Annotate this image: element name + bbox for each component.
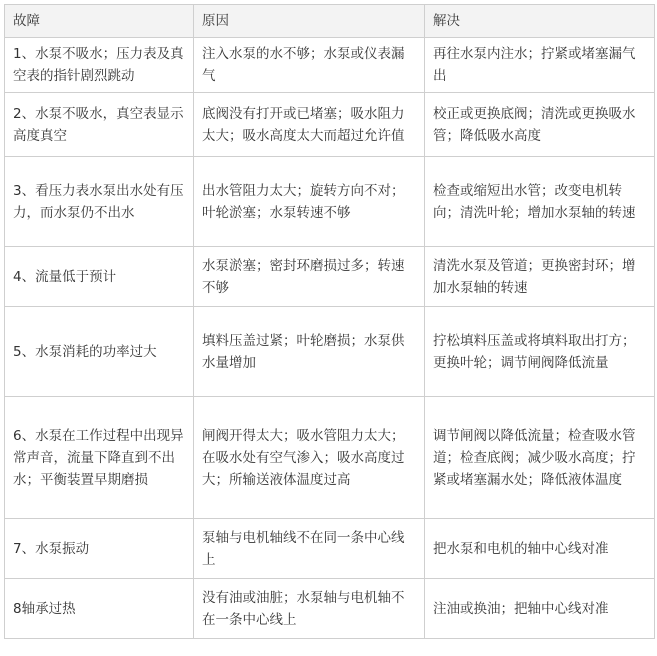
solution-cell: 再往水泵内注水；拧紧或堵塞漏气出 xyxy=(425,38,655,93)
cause-cell: 泵轴与电机轴线不在同一条中心线上 xyxy=(194,519,425,579)
header-fault: 故障 xyxy=(5,5,194,38)
table-row xyxy=(5,93,655,157)
solution-cell: 校正或更换底阀；清洗或更换吸水管；降低吸水高度 xyxy=(425,93,655,157)
solution-cell: 拧松填料压盖或将填料取出打方；更换叶轮；调节闸阀降低流量 xyxy=(425,307,655,397)
solution-cell: 清洗水泵及管道；更换密封环；增加水泵轴的转速 xyxy=(425,247,655,307)
cause-cell: 出水管阻力太大；旋转方向不对；叶轮淤塞；水泵转速不够 xyxy=(194,157,425,247)
solution-cell: 检查或缩短出水管；改变电机转向；清洗叶轮；增加水泵轴的转速 xyxy=(425,157,655,247)
pump-fault-table xyxy=(4,4,655,639)
cause-cell: 闸阀开得太大；吸水管阻力太大；在吸水处有空气渗入；吸水高度过大；所输送液体温度过高 xyxy=(194,397,425,519)
cause-cell: 填料压盖过紧；叶轮磨损；水泵供水量增加 xyxy=(194,307,425,397)
solution-cell: 把水泵和电机的轴中心线对准 xyxy=(425,519,655,579)
header-cause: 原因 xyxy=(194,5,425,38)
table-row xyxy=(5,157,655,247)
table-row xyxy=(5,519,655,579)
fault-cell: 2、水泵不吸水，真空表显示高度真空 xyxy=(5,93,194,157)
table-row xyxy=(5,38,655,93)
table-row xyxy=(5,307,655,397)
table-row xyxy=(5,397,655,519)
header-solution: 解决 xyxy=(425,5,655,38)
fault-cell: 5、水泵消耗的功率过大 xyxy=(5,307,194,397)
fault-cell: 4、流量低于预计 xyxy=(5,247,194,307)
fault-cell: 7、水泵振动 xyxy=(5,519,194,579)
table-row xyxy=(5,579,655,639)
cause-cell: 没有油或油脏；水泵轴与电机轴不在一条中心线上 xyxy=(194,579,425,639)
solution-cell: 注油或换油；把轴中心线对准 xyxy=(425,579,655,639)
cause-cell: 底阀没有打开或已堵塞；吸水阻力太大；吸水高度太大而超过允许值 xyxy=(194,93,425,157)
table-row xyxy=(5,247,655,307)
solution-cell: 调节闸阀以降低流量；检查吸水管道；检查底阀；减少吸水高度；拧紧或堵塞漏水处；降低液体温度 xyxy=(425,397,655,519)
table-header-row xyxy=(5,5,655,38)
cause-cell: 注入水泵的水不够；水泵或仪表漏气 xyxy=(194,38,425,93)
fault-cell: 3、看压力表水泵出水处有压力，而水泵仍不出水 xyxy=(5,157,194,247)
cause-cell: 水泵淤塞；密封环磨损过多；转速不够 xyxy=(194,247,425,307)
fault-cell: 8轴承过热 xyxy=(5,579,194,639)
fault-cell: 6、水泵在工作过程中出现异常声音，流量下降直到不出水；平衡装置早期磨损 xyxy=(5,397,194,519)
fault-cell: 1、水泵不吸水；压力表及真空表的指针剧烈跳动 xyxy=(5,38,194,93)
